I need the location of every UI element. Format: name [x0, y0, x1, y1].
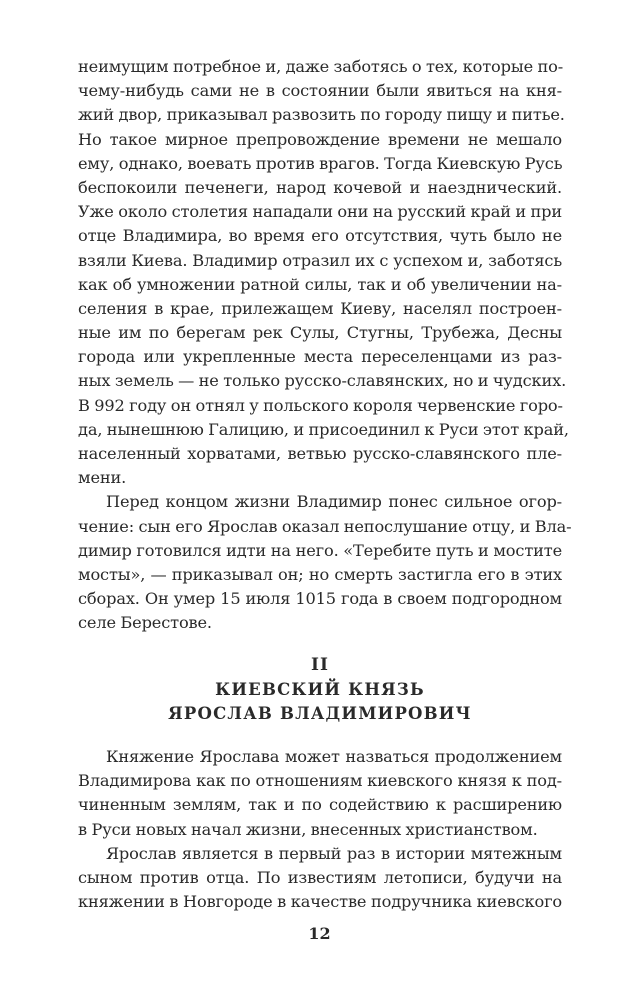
- text-line: сыном против отца. По известиям летописи, будучи на: [78, 867, 562, 887]
- text-line: Перед концом жизни Владимир понес сильное огор-: [106, 492, 562, 512]
- text-line: Уже около столетия нападали они на русский край и при: [78, 202, 562, 222]
- text-line: димир готовился идти на него. «Теребите путь и мостите: [78, 540, 562, 560]
- text-line: ему, однако, воевать против врагов. Тогда Киевскую Русь: [78, 153, 563, 173]
- chapter-heading: [78, 652, 562, 726]
- text-line: чиненным землям, так и по содействию к расширению: [78, 795, 562, 815]
- text-line: Но такое мирное препровождение времени не мешало: [78, 129, 562, 149]
- chapter-title-line-1: КИЕВСКИЙ КНЯЗЬ: [215, 680, 425, 699]
- upper-text-block: [78, 55, 572, 636]
- text-line: Владимирова как по отношениям киевского князя к под-: [78, 771, 562, 791]
- text-line: беспокоили печенеги, народ кочевой и наезднический.: [78, 177, 562, 197]
- chapter-title-line-2: ЯРОСЛАВ ВЛАДИМИРОВИЧ: [168, 704, 472, 723]
- text-line: города или укрепленные места переселенцами из раз-: [78, 347, 562, 367]
- text-line: мени.: [78, 468, 127, 488]
- text-line: да, нынешнюю Галицию, и присоединил к Руси этот край,: [78, 419, 569, 439]
- text-line: взяли Киева. Владимир отразил их с успехом и, заботясь: [78, 250, 562, 270]
- chapter-number: II: [311, 655, 329, 675]
- text-line: чему-нибудь сами не в состоянии были явиться на кня-: [78, 81, 562, 101]
- paragraph-yaroslav-rebellion: [78, 842, 562, 915]
- paragraph-yaroslav-reign: [78, 745, 562, 842]
- paragraph-vladimir-death: [78, 490, 572, 635]
- text-line: княжении в Новгороде в качестве подручника киевского: [78, 892, 562, 912]
- text-line: отце Владимира, во время его отсутствия, чуть было не: [78, 226, 562, 246]
- text-line: сборах. Он умер 15 июля 1015 года в своем подгородном: [78, 589, 562, 609]
- text-line: в Руси новых начал жизни, внесенных христианством.: [78, 819, 538, 839]
- text-line: селения в крае, прилежащем Киеву, населял построен-: [78, 298, 562, 318]
- text-line: ных земель — не только русско-славянских, но и чудских.: [78, 371, 567, 391]
- page-number: 12: [308, 924, 331, 943]
- text-line: Княжение Ярослава может назваться продолжением: [106, 747, 562, 766]
- text-line: селе Берестове.: [78, 613, 212, 633]
- text-line: мосты», — приказывал он; но смерть застигла его в этих: [78, 564, 562, 584]
- text-line: как об умножении ратной силы, так и об увеличении на-: [78, 274, 562, 294]
- text-line: населенный хорватами, ветвью русско-славянского пле-: [78, 444, 562, 463]
- text-line: ные им по берегам рек Сулы, Стугны, Трубежа, Десны: [78, 323, 562, 343]
- lower-text-block: [78, 745, 562, 914]
- text-line: Ярослав является в первый раз в истории мятежным: [106, 843, 562, 863]
- paragraph-vladimir-deeds: [78, 55, 569, 490]
- text-line: жий двор, приказывал развозить по городу пищу и питье.: [78, 105, 565, 125]
- text-line: неимущим потребное и, даже заботясь о тех, которые по-: [78, 57, 564, 76]
- text-line: В 992 году он отнял у польского короля червенские горо-: [78, 395, 563, 415]
- text-line: чение: сын его Ярослав оказал непослушание отцу, и Вла-: [78, 516, 572, 536]
